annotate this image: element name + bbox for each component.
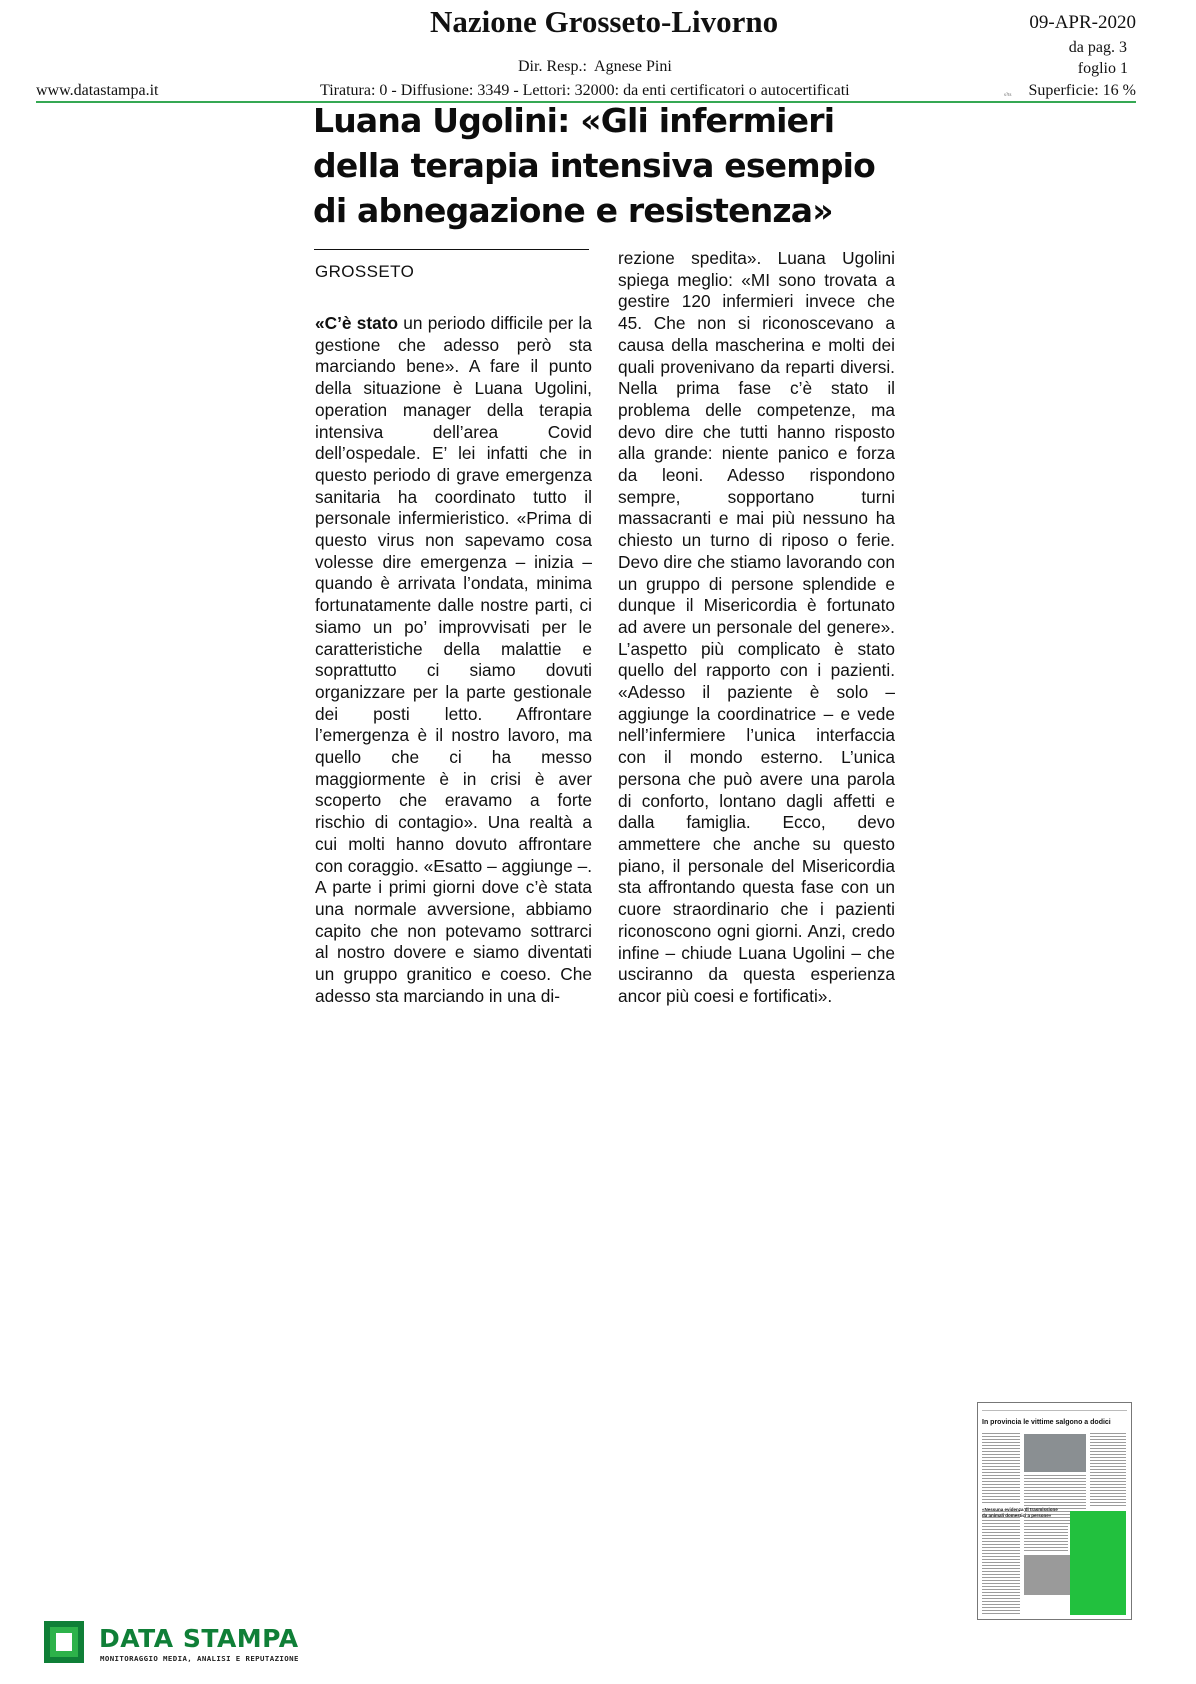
thumbnail-subheadline-1: «Nessuna evidenza di trasmissione xyxy=(982,1507,1058,1512)
thumbnail-text-block xyxy=(1090,1433,1126,1507)
circulation-info: Tiratura: 0 - Diffusione: 3349 - Lettori: 32000: da enti certificatori o autocertificati xyxy=(320,82,850,99)
thumbnail-highlighted-article xyxy=(1070,1511,1126,1615)
thumbnail-text-block xyxy=(982,1433,1020,1505)
article-column-1-text: un periodo difficile per la gestione che adesso però sta marciando bene». A fare il punto della situazione è Luana Ugolini, operation manager della terapia intensiva dell’area Covid dell’ospedale. E’ lei infatti che in questo periodo di grave emergenza sanitaria ha coordinato tutto il personale infermieristico. «Prima di questo virus non sapevamo cosa volesse dire emergenza – inizia – quando è arrivata l’ondata, minima fortunatamente dalle nostre parti, ci siamo un po’ improvvisati per le caratteristiche della malattie e soprattutto ci siamo dovuti organizzare per la parte gestionale dei posti letto. Affrontare l’emergenza è il nostro lavoro, ma quello che ci ha messo maggiormente è in crisi è aver scoperto che eravamo a forte rischio di contagio». Una realtà a cui molti hanno dovuto affrontare con coraggio. «Esatto – aggiunge –. A parte i primi giorni dove c’è stata una normale avversione, abbiamo capito che non potevamo sottrarci al nostro dovere e siamo diventati un gruppo granitico e coeso. Che adesso sta marciando in una di- xyxy=(315,313,592,1006)
thumbnail-masthead xyxy=(982,1407,1127,1411)
article-kicker: GROSSETO xyxy=(315,262,415,281)
tiny-code: s?ts xyxy=(1004,93,1012,98)
publication-title: Nazione Grosseto-Livorno xyxy=(430,4,779,39)
kicker-rule xyxy=(314,249,589,250)
sheet-number: foglio 1 xyxy=(1077,60,1128,77)
article-column-2 xyxy=(618,248,895,1008)
article-column-1 xyxy=(315,313,592,1008)
thumbnail-headline: In provincia le vittime salgono a dodici xyxy=(982,1419,1111,1426)
editor-in-chief: Dir. Resp.: Agnese Pini xyxy=(518,58,672,75)
publication-date: 09-APR-2020 xyxy=(1029,12,1136,33)
data-stampa-logo-icon xyxy=(44,1621,84,1663)
article-headline: Luana Ugolini: «Gli infermieri della terapia intensiva esempio di abnegazione e resistenza» xyxy=(313,101,876,230)
website-link[interactable]: www.datastampa.it xyxy=(36,82,159,99)
thumbnail-subheadline-2: da animali domestici a persone» xyxy=(982,1513,1052,1518)
logo-name: DATA STAMPA xyxy=(99,1624,299,1653)
page-reference: da pag. 3 xyxy=(1068,39,1127,56)
article-lead: «C’è stato xyxy=(315,313,399,333)
page-thumbnail[interactable] xyxy=(977,1402,1132,1620)
thumbnail-text-block xyxy=(1024,1523,1068,1553)
thumbnail-photo xyxy=(1024,1434,1086,1472)
thumbnail-text-block xyxy=(982,1511,1020,1615)
logo-tagline: MONITORAGGIO MEDIA, ANALISI E REPUTAZIONE xyxy=(100,1654,299,1663)
surface-percentage: Superficie: 16 % xyxy=(1028,82,1136,99)
article-column-2-text: rezione spedita». Luana Ugolini spiega meglio: «MI sono trovata a gestire 120 infermieri invece che 45. Che non si riconoscevano a causa della mascherina e molti dei quali provenivano da reparti diversi. Nella prima fase c’è stato il problema delle competenze, ma devo dire che tutti hanno risposto alla grande: niente panico e forza da leoni. Adesso rispondono sempre, sopportano turni massacranti e mai più nessuno ha chiesto un turno di riposo o ferie. Devo dire che stiamo lavorando con un gruppo di persone splendide e dunque il Misericordia è fortunato ad avere un personale del genere». L’aspetto più complicato è stato quello del rapporto con i pazienti. «Adesso il paziente è solo – aggiunge la coordinatrice – e vede nell’infermiere l’unica interfaccia con il mondo esterno. L’unica persona che può avere una parola di conforto, lontano dagli affetti e dalla famiglia. Ecco, devo ammettere che anche su questo piano, il personale del Misericordia sta affrontando questa fase con un cuore straordinario che i pazienti riconoscono ogni giorni. Anzi, credo infine – chiude Luana Ugolini – che usciranno da questa esperienza ancor più coesi e fortificati». xyxy=(618,248,895,1006)
